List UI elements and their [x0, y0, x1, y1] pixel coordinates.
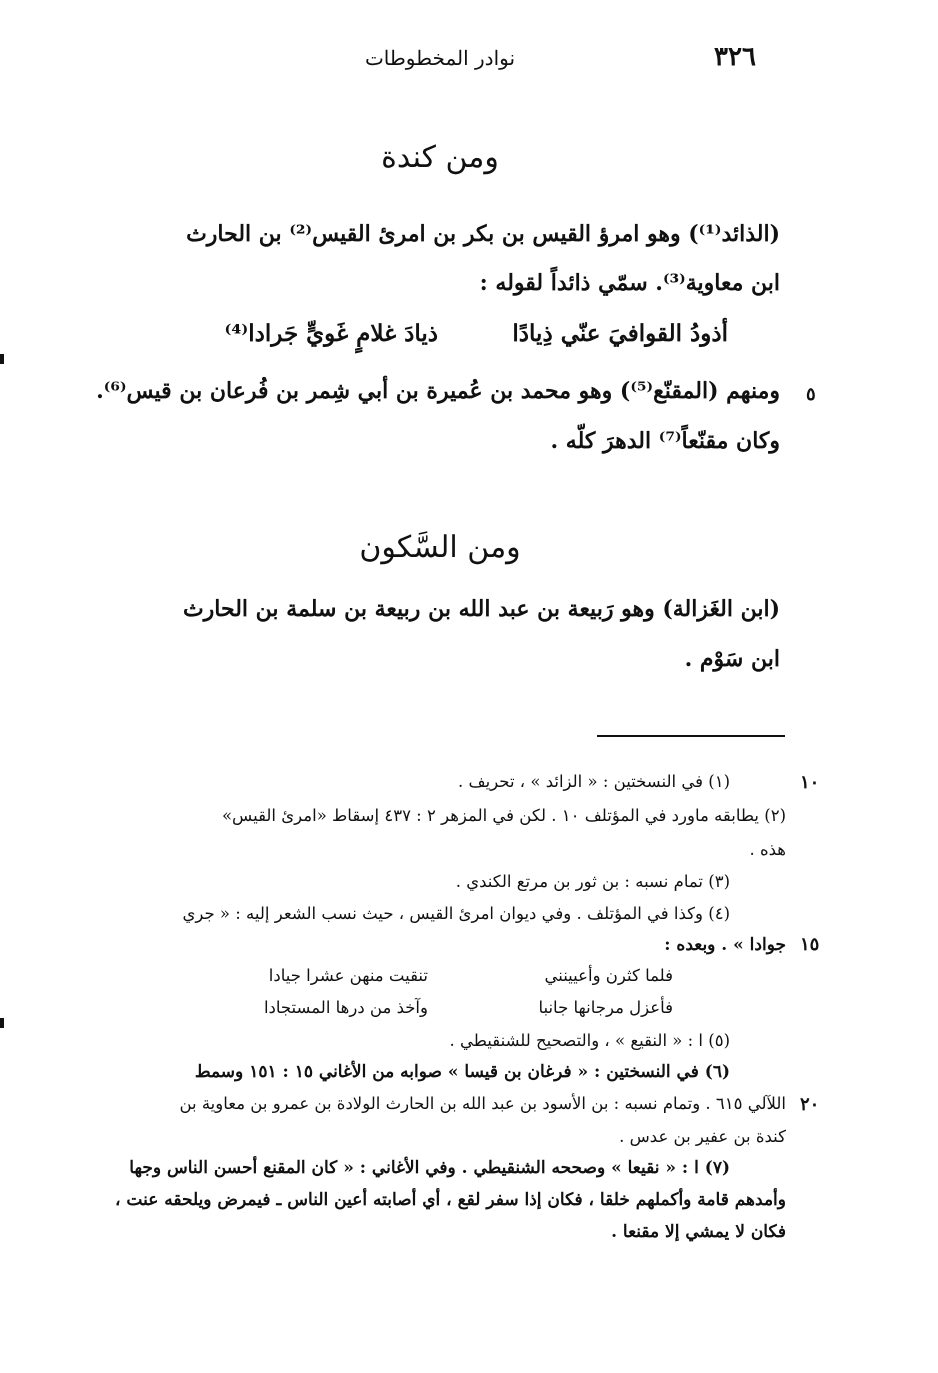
footnote-line: (٣) تمام نسبه : بن ثور بن مرتع الكندي . — [455, 872, 730, 891]
footnote-line: اللآلي ٦١٥ . وتمام نسبه : بن الأسود بن عبد الله بن الحارث الولادة بن عمرو بن معاوية بن — [179, 1094, 786, 1113]
verse-hemistich: ذيادَ غلامٍ غَويٍّ جَرادا⁽⁴⁾ — [224, 320, 438, 347]
footnote-separator — [597, 735, 785, 737]
footnote-line: (٥) ا : « النقيع » ، والتصحيح للشنقيطي . — [449, 1031, 730, 1050]
footnote-line: (١) في النسختين : « الزائد » ، تحريف . — [458, 772, 730, 791]
margin-line-number: ١٥ — [800, 934, 820, 955]
body-line: ابن سَوْم . — [684, 646, 780, 672]
body-line: ومنهم (المقنّع⁽⁵⁾) وهو محمد بن عُميرة بن أبي شِمر بن فُرعان بن قيس⁽⁶⁾. — [96, 378, 780, 404]
footnote-line: هذه . — [749, 840, 786, 859]
footnote-line: (٢) يطابقه ماورد في المؤتلف ١٠ . لكن في المزهر ٢ : ٤٣٧ إسقاط «امرئ القيس» — [221, 806, 786, 825]
scan-speck — [0, 1018, 4, 1028]
verse-hemistich: أذودُ القوافيَ عنّي ذِيادًا — [512, 320, 728, 347]
poem-hemistich: فأعزل مرجانها جانبا — [538, 998, 673, 1017]
margin-line-number: ١٠ — [800, 772, 820, 793]
body-line: ابن معاوية⁽³⁾. سمّي ذائداً لقوله : — [479, 270, 780, 296]
poem-hemistich: وآخذ من درها المستجادا — [263, 998, 428, 1017]
body-line: وكان مقنّعاً⁽⁷⁾ الدهرَ كلّه . — [550, 428, 780, 454]
footnote-line: جوادا » . وبعده : — [664, 935, 786, 955]
footnote-line: (٤) وكذا في المؤتلف . وفي ديوان امرئ القيس ، حيث نسب الشعر إليه : « جري — [182, 904, 730, 923]
footnote-line: كندة بن عفير بن عدس . — [619, 1127, 786, 1146]
scan-speck — [0, 354, 4, 364]
running-header-title: نوادر المخطوطات — [364, 46, 516, 70]
body-line: (الذائد⁽¹⁾) وهو امرؤ القيس بن بكر بن امرئ القيس⁽²⁾ بن الحارث — [186, 221, 780, 247]
poem-hemistich: فلما كثرن وأعيينني — [544, 966, 673, 985]
margin-line-number: ٥ — [806, 384, 816, 405]
footnote-line: (٦) في النسختين : « فرغان بن قيسا » صوابه من الأغاني ١٥ : ١٥١ وسمط — [194, 1062, 730, 1082]
page-number: ٣٢٦ — [714, 42, 756, 72]
footnote-line: (٧) ا : « نقيعا » وصححه الشنقيطي . وفي الأغاني : « كان المقنع أحسن الناس وجها — [129, 1158, 730, 1178]
section-heading: ومن السَّكون — [359, 530, 521, 565]
footnote-line: فكان لا يمشي إلا مقنعا . — [611, 1222, 786, 1242]
margin-line-number: ٢٠ — [800, 1094, 820, 1115]
section-heading: ومن كندة — [381, 140, 499, 175]
poem-hemistich: تنقيت منهن عشرا جيادا — [268, 966, 428, 985]
body-line: (ابن الغَزالة) وهو رَبيعة بن عبد الله بن ربيعة بن سلمة بن الحارث — [182, 596, 780, 622]
footnote-line: وأمدهم قامة وأكملهم خلقا ، فكان إذا سفر لقع ، أي أصابته أعين الناس ـ فيمرض ويلحقه عنت ، — [114, 1190, 786, 1210]
